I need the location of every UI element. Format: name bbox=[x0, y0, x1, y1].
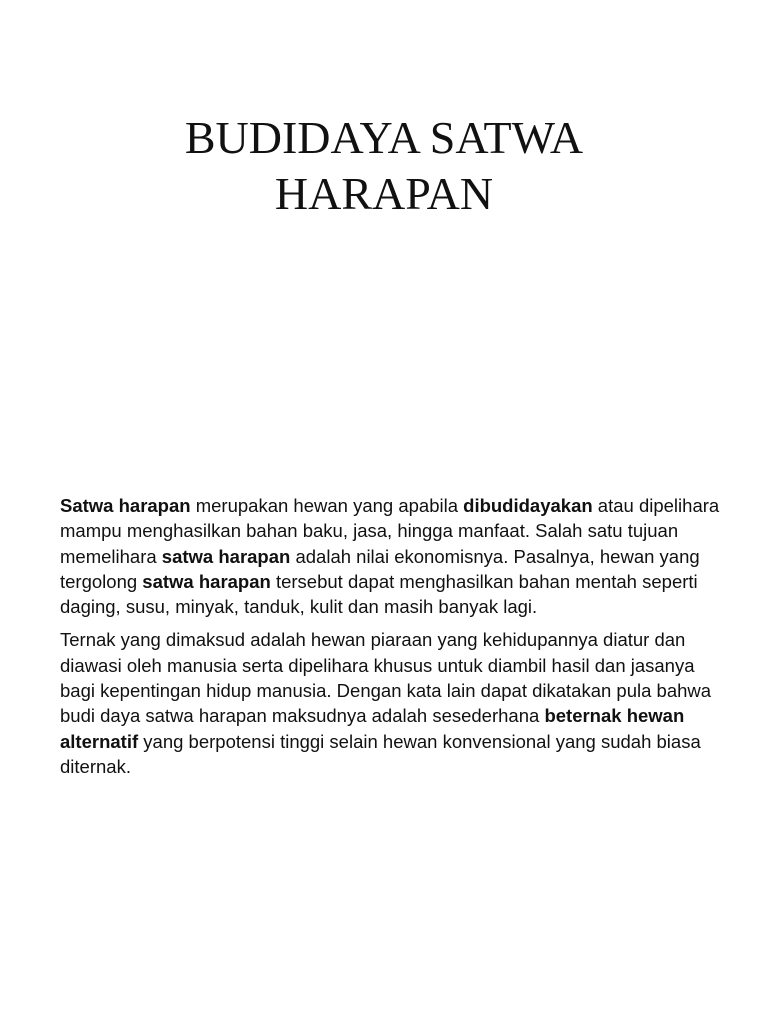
body-text bbox=[60, 493, 720, 787]
paragraph-2 bbox=[60, 627, 720, 779]
bold-term: satwa harapan bbox=[161, 545, 291, 567]
text-run: tersebut dapat menghasilkan bahan mentah seperti daging, susu, minyak, tanduk, kulit dan masih banyak lagi. bbox=[60, 570, 698, 618]
page-title bbox=[0, 110, 768, 222]
bold-term: satwa harapan bbox=[142, 570, 271, 592]
paragraph-1 bbox=[60, 493, 720, 619]
text-run: Ternak yang dimaksud adalah hewan piaraan yang kehidupannya diatur dan diawasi oleh manusia serta dipelihara khusus untuk diambil hasil dan jasanya bagi kepentingan hidup manusia. Dengan kata lain dapat dikatakan pula bahwa budi daya satwa harapan maksudnya adalah sesederhana bbox=[60, 629, 712, 727]
bold-term: Satwa harapan bbox=[60, 495, 191, 516]
title-line-1: BUDIDAYA SATWA bbox=[184, 112, 584, 163]
text-run: merupakan hewan yang apabila bbox=[190, 495, 464, 516]
bold-term: dibudidayakan bbox=[463, 495, 593, 516]
bold-term: beternak hewan alternatif bbox=[60, 705, 685, 752]
text-run: atau dipelihara mampu menghasilkan bahan baku, jasa, hingga manfaat. Salah satu tujuan memelihara bbox=[60, 495, 720, 567]
text-run: adalah nilai ekonomisnya. Pasalnya, hewan yang tergolong bbox=[60, 545, 700, 592]
title-line-2: HARAPAN bbox=[274, 168, 494, 219]
text-run: yang berpotensi tinggi selain hewan konvensional yang sudah biasa diternak. bbox=[60, 730, 701, 777]
